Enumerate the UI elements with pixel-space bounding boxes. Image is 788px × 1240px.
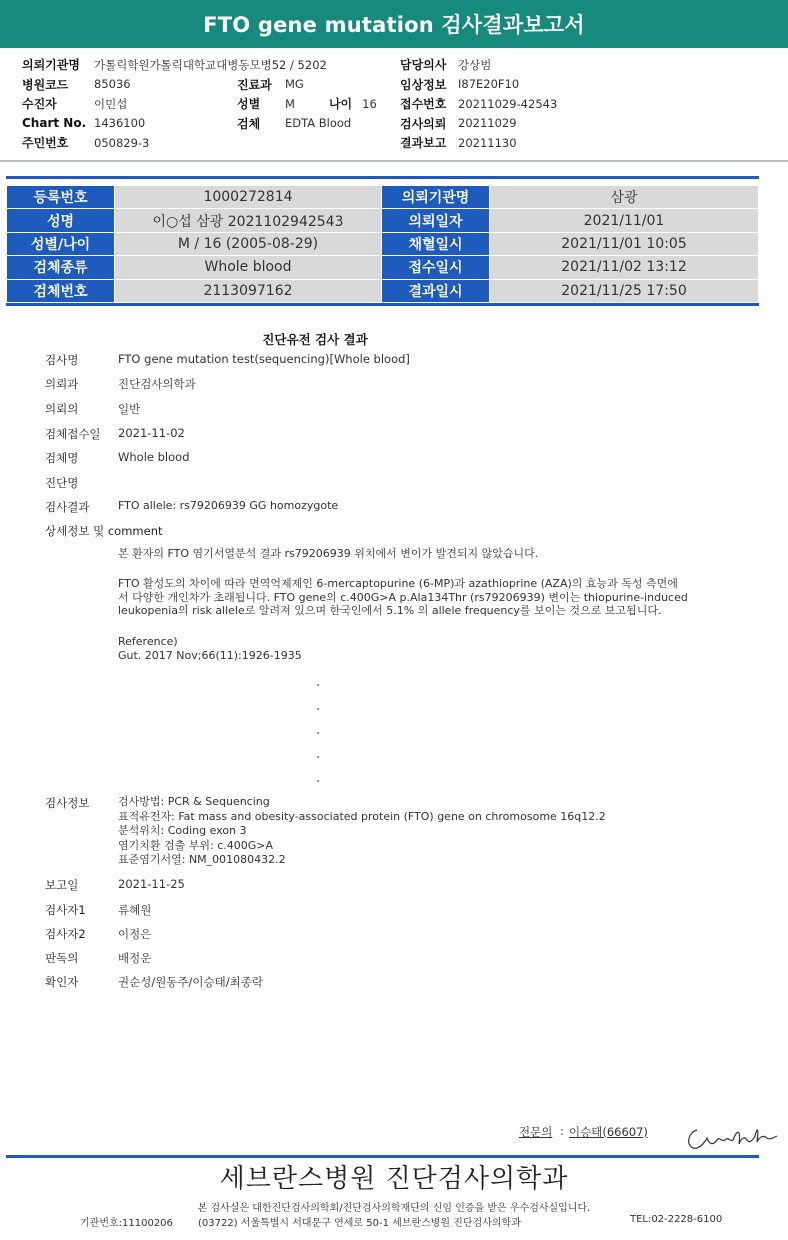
field-value: 류혜원 <box>118 903 152 917</box>
dot-mark <box>317 732 319 734</box>
specialist-separator: : <box>560 1124 564 1138</box>
header-row-sex-age <box>237 94 377 114</box>
header-key-age: 나이 <box>328 97 353 112</box>
header-row-report-date <box>400 133 557 153</box>
header-key: 결과보고 <box>400 136 447 151</box>
field-label: 보고일 <box>45 878 79 892</box>
header-key: 병원코드 <box>22 77 69 92</box>
header-key: 진료과 <box>237 77 272 92</box>
header-value: 20211029-42543 <box>458 96 558 111</box>
header-row-specimen <box>237 114 377 134</box>
field-label: 검사명 <box>45 353 79 367</box>
header-value: 20211029 <box>458 116 517 131</box>
table-label: 성명 <box>7 209 115 232</box>
header-value: 이민섭 <box>94 96 128 111</box>
specialist-name: 이승태(66607) <box>569 1125 648 1139</box>
table-row <box>7 209 759 232</box>
test-info-line: 염기치환 검출 부위: c.400G>A <box>118 838 274 852</box>
table-label: 접수일시 <box>382 256 490 279</box>
header-value: 1436100 <box>94 116 146 131</box>
header-col-3 <box>400 55 557 153</box>
test-info-line: 표적유전자: Fat mass and obesity-associated protein (FTO) gene on chromosome 16q12.2 <box>118 809 606 823</box>
field-label: 검체접수일 <box>45 427 101 441</box>
field-value: Whole blood <box>118 450 190 464</box>
comment-paragraph-2 <box>118 577 688 618</box>
table-label: 결과일시 <box>382 279 490 302</box>
table-label: 성별/나이 <box>7 232 115 255</box>
header-value: 85036 <box>94 77 131 92</box>
footer-department: 세브란스병원 진단검사의학과 <box>219 1164 569 1194</box>
table-label: 검체번호 <box>7 279 115 302</box>
header-value-age: 16 <box>362 96 377 111</box>
field-value: 이정은 <box>118 927 152 941</box>
comment-paragraph-1 <box>118 547 538 561</box>
header-value: MG <box>285 77 304 92</box>
table-top-line <box>6 176 759 179</box>
field-value: 2021-11-02 <box>118 426 185 440</box>
field-value: 진단검사의학과 <box>118 377 196 391</box>
table-label: 검체종류 <box>7 256 115 279</box>
table-row <box>7 232 759 255</box>
table-value: 2021/11/02 13:12 <box>490 256 759 279</box>
field-label: 진단명 <box>45 476 79 490</box>
header-key: 주민번호 <box>22 136 69 151</box>
dot-mark <box>317 756 319 758</box>
header-row-clinical-info <box>400 75 557 95</box>
field-label: 검사결과 <box>45 500 90 514</box>
footer-address: (03722) 서울특별시 서대문구 연세로 50-1 세브란스병원 진단검사의학과 <box>198 1218 521 1229</box>
header-key: 접수번호 <box>400 97 447 112</box>
table-label: 의뢰기관명 <box>382 186 490 209</box>
table-value: 2113097162 <box>115 279 382 302</box>
field-value: FTO gene mutation test(sequencing)[Whole blood] <box>118 352 410 366</box>
test-info-line: 표준염기서열: NM_001080432.2 <box>118 853 286 866</box>
comment-line: FTO 활성도의 차이에 따라 면역억제제인 6-mercaptopurine (6-MP)과 azathioprine (AZA)의 효능과 독성 측면에 <box>118 577 678 590</box>
dot-mark <box>317 684 319 686</box>
field-value: FTO allele: rs79206939 GG homozygote <box>118 499 339 512</box>
report-title: FTO gene mutation 검사결과보고서 <box>0 0 788 48</box>
table-value: 2021/11/01 10:05 <box>490 232 759 255</box>
field-label: 확인자 <box>45 975 79 989</box>
header-value: 가톨릭학원가톨릭대학교대병동모병52 / 5202 <box>94 57 327 72</box>
comment-line: 본 환자의 FTO 염기서열분석 결과 rs79206939 위치에서 변이가 발견되지 않았습니다. <box>118 547 539 560</box>
header-key: 검체 <box>237 116 261 131</box>
field-value: 권순성/원동주/이승태/최종락 <box>118 975 263 989</box>
table-value: 2021/11/25 17:50 <box>490 279 759 302</box>
table-label: 의뢰일자 <box>382 209 490 232</box>
dot-mark <box>317 780 319 782</box>
header-row-id-number <box>22 133 327 153</box>
comment-line: Gut. 2017 Nov;66(11):1926-1935 <box>118 648 302 662</box>
field-label: 검사자2 <box>45 927 86 941</box>
table-value: 1000272814 <box>115 186 382 209</box>
header-key: 수진자 <box>22 97 57 112</box>
header-row-department <box>237 75 377 95</box>
field-label: 의뢰과 <box>45 377 79 391</box>
table-label: 등록번호 <box>7 186 115 209</box>
header-value: 050829-3 <box>94 135 150 150</box>
field-label: 검사자1 <box>45 903 86 917</box>
header-col-2 <box>237 75 377 134</box>
comment-reference <box>118 635 302 662</box>
footer-org-number: 기관번호:11100206 <box>80 1218 173 1229</box>
table-bottom-line <box>6 303 759 306</box>
header-row-doctor <box>400 55 557 75</box>
header-value: 20211130 <box>458 135 517 150</box>
header-row-receipt-no <box>400 94 557 114</box>
test-info-label: 검사정보 <box>45 796 90 810</box>
header-key: 임상정보 <box>400 77 447 92</box>
comment-line: Reference) <box>118 635 178 648</box>
footer-tel: TEL:02-2228-6100 <box>630 1214 723 1225</box>
comment-label: 상세정보 및 comment <box>45 524 163 538</box>
field-value: 배정운 <box>118 951 152 965</box>
header-value: 강상범 <box>458 57 492 72</box>
test-info-line: 분석위치: Coding exon 3 <box>118 824 247 837</box>
table-value: M / 16 (2005-08-29) <box>115 232 382 255</box>
patient-info-table <box>6 185 759 303</box>
table-row <box>7 186 759 209</box>
header-row-institution <box>22 55 327 75</box>
header-key: 성별 <box>237 97 261 112</box>
field-label: 판독의 <box>45 951 79 965</box>
header-key: 담당의사 <box>400 58 447 73</box>
table-value: Whole blood <box>115 256 382 279</box>
field-value: 일반 <box>118 402 141 416</box>
header-key: 의뢰기관명 <box>22 58 80 73</box>
comment-line: 서 다양한 개인차가 초래됩니다. FTO gene의 c.400G>A p.Ala134Thr (rs79206939) 변이는 thiopurine-induced <box>118 590 688 604</box>
field-label: 검체명 <box>45 451 79 465</box>
dot-mark <box>317 708 319 710</box>
test-info-line: 검사방법: PCR & Sequencing <box>118 795 270 808</box>
signature-image <box>683 1118 779 1154</box>
table-row <box>7 256 759 279</box>
test-info-list <box>118 795 606 868</box>
comment-line: leukopenia의 risk allele로 알려져 있으며 한국인에서 5.1% 의 allele frequency를 보이는 것으로 보고됩니다. <box>118 604 662 617</box>
field-value: 2021-11-25 <box>118 877 185 891</box>
table-value: 2021/11/01 <box>490 209 759 232</box>
header-value: EDTA Blood <box>285 116 352 131</box>
header-divider <box>0 160 788 162</box>
header-key: 검사의뢰 <box>400 116 447 131</box>
header-key: Chart No. <box>22 116 87 131</box>
table-value: 이○섭 삼광 2021102942543 <box>115 209 382 232</box>
header-row-request-date <box>400 114 557 134</box>
table-value: 삼광 <box>490 186 759 209</box>
specialist-label: 전문의 <box>519 1125 553 1139</box>
header-value: I87E20F10 <box>458 77 520 92</box>
table-label: 채혈일시 <box>382 232 490 255</box>
table-row <box>7 279 759 302</box>
footer-accreditation-note: 본 검사실은 대한진단검사의학회/진단검사의학재단의 신임 인증을 받은 우수검사실입니다. <box>197 1203 591 1214</box>
field-label: 의뢰의 <box>45 402 79 416</box>
header-value: M <box>285 96 295 111</box>
section-title: 진단유전 검사 결과 <box>262 332 368 347</box>
